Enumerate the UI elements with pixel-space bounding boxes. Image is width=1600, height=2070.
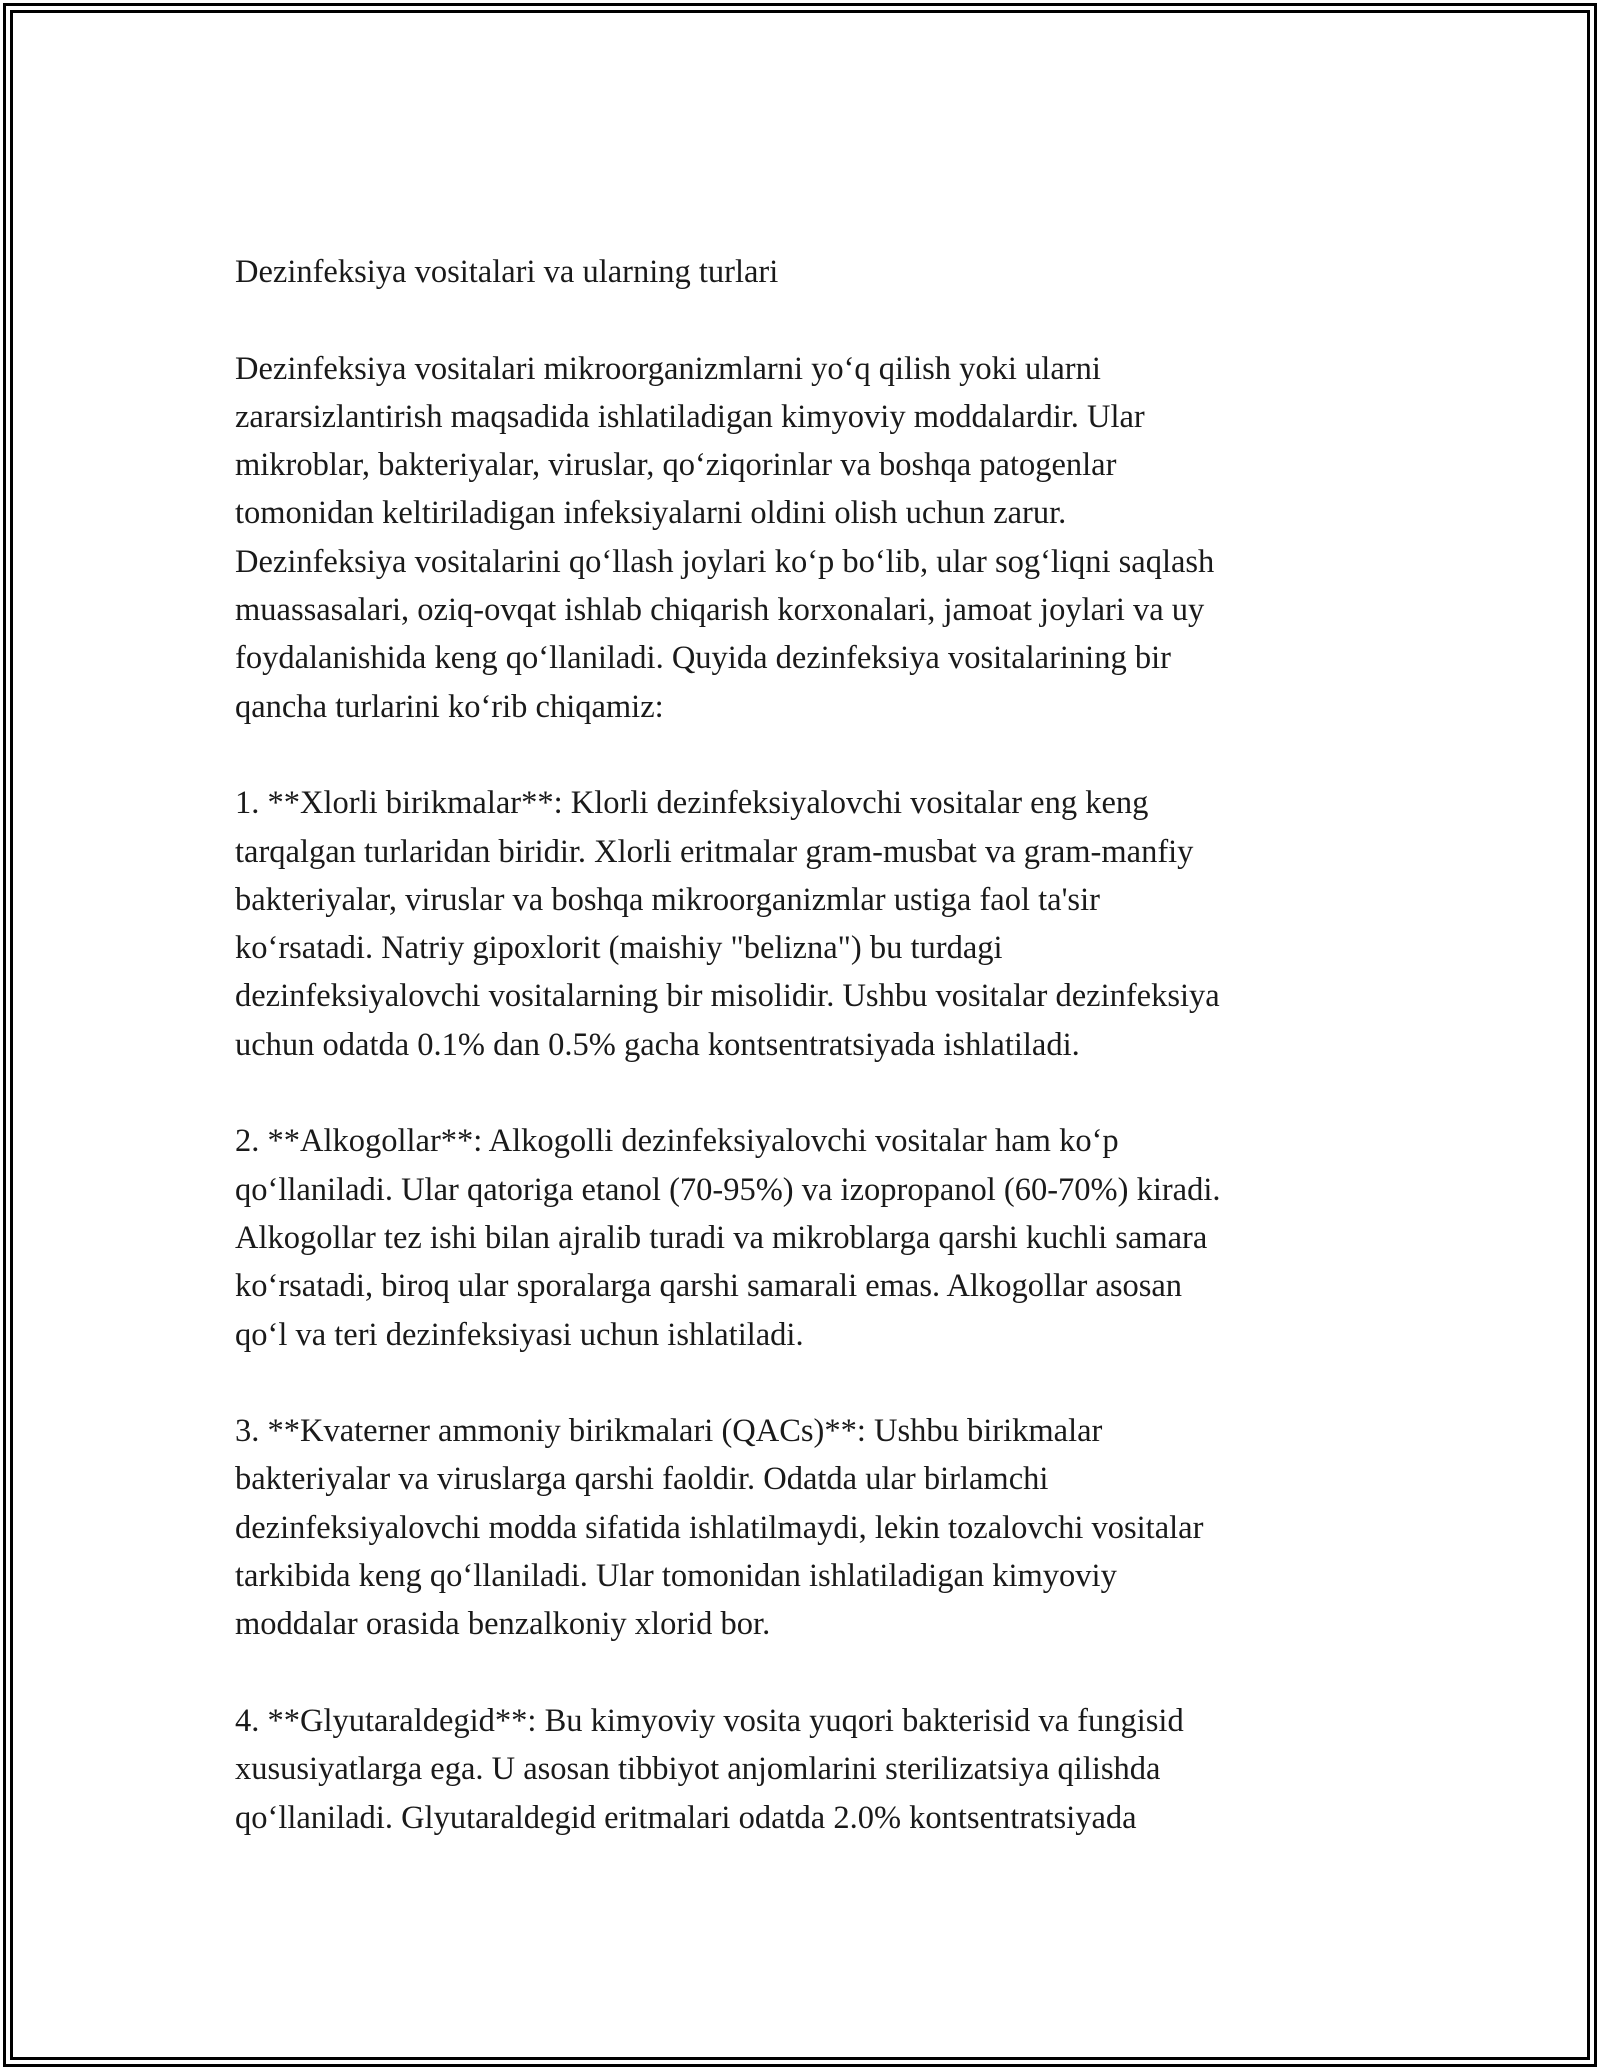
text-line: uchun odatda 0.1% dan 0.5% gacha kontsentratsiyada ishlatiladi. (235, 1026, 1080, 1063)
text-line: qo‘l va teri dezinfeksiyasi uchun ishlatiladi. (235, 1316, 804, 1353)
text-line: muassasalari, oziq-ovqat ishlab chiqarish korxonalari, jamoat joylari va uy (235, 592, 1205, 629)
text-line: ko‘rsatadi, biroq ular sporalarga qarshi samarali emas. Alkogollar asosan (235, 1268, 1183, 1305)
text-line: dezinfeksiyalovchi modda sifatida ishlatilmaydi, lekin tozalovchi vositalar (235, 1509, 1204, 1546)
section-kvaterner-ammoniy (235, 1407, 1385, 1648)
text-line: 3. **Kvaterner ammoniy birikmalari (QACs)**: Ushbu birikmalar (235, 1413, 1103, 1450)
text-line: bakteriyalar va viruslarga qarshi faoldir. Odatda ular birlamchi (235, 1461, 1049, 1498)
section-xlorli-birikmalar (235, 779, 1385, 1069)
text-line: dezinfeksiyalovchi vositalarning bir misolidir. Ushbu vositalar dezinfeksiya (235, 978, 1220, 1015)
text-line: tarqalgan turlaridan biridir. Xlorli eritmalar gram-musbat va gram-manfiy (235, 833, 1194, 870)
text-line: xususiyatlarga ega. U asosan tibbiyot anjomlarini sterilizatsiya qilishda (235, 1751, 1161, 1788)
text-line: Dezinfeksiya vositalari mikroorganizmlarni yo‘q qilish yoki ularni (235, 350, 1101, 387)
document-title: Dezinfeksiya vositalari va ularning turlari (235, 254, 779, 290)
text-line: 1. **Xlorli birikmalar**: Klorli dezinfeksiyalovchi vositalar eng keng (235, 785, 1149, 822)
text-line: qo‘llaniladi. Ular qatoriga etanol (70-95%) va izopropanol (60-70%) kiradi. (235, 1171, 1221, 1208)
text-line: foydalanishida keng qo‘llaniladi. Quyida dezinfeksiya vositalarining bir (235, 640, 1171, 677)
text-line: ko‘rsatadi. Natriy gipoxlorit (maishiy "belizna") bu turdagi (235, 930, 1003, 967)
section-glyutaraldegid (235, 1697, 1385, 1842)
text-line: 4. **Glyutaraldegid**: Bu kimyoviy vosita yuqori bakterisid va fungisid (235, 1702, 1184, 1739)
text-line: qancha turlarini ko‘rib chiqamiz: (235, 688, 664, 725)
text-line: tomonidan keltiriladigan infeksiyalarni oldini olish uchun zarur. (235, 495, 1067, 532)
text-line: mikroblar, bakteriyalar, viruslar, qo‘ziqorinlar va boshqa patogenlar (235, 447, 1117, 484)
text-line: moddalar orasida benzalkoniy xlorid bor. (235, 1606, 771, 1643)
text-line: qo‘llaniladi. Glyutaraldegid eritmalari odatda 2.0% kontsentratsiyada (235, 1799, 1137, 1836)
text-line: zararsizlantirish maqsadida ishlatiladigan kimyoviy moddalardir. Ular (235, 398, 1145, 435)
text-line: bakteriyalar, viruslar va boshqa mikroorganizmlar ustiga faol ta'sir (235, 881, 1100, 918)
document-body (235, 248, 1385, 1842)
intro-paragraph (235, 345, 1385, 731)
text-line: 2. **Alkogollar**: Alkogolli dezinfeksiyalovchi vositalar ham ko‘p (235, 1123, 1119, 1160)
text-line: tarkibida keng qo‘llaniladi. Ular tomonidan ishlatiladigan kimyoviy (235, 1558, 1117, 1595)
section-alkogollar (235, 1117, 1385, 1358)
text-line: Dezinfeksiya vositalarini qo‘llash joylari ko‘p bo‘lib, ular sog‘liqni saqlash (235, 543, 1215, 580)
text-line: Alkogollar tez ishi bilan ajralib turadi va mikroblarga qarshi kuchli samara (235, 1219, 1208, 1256)
